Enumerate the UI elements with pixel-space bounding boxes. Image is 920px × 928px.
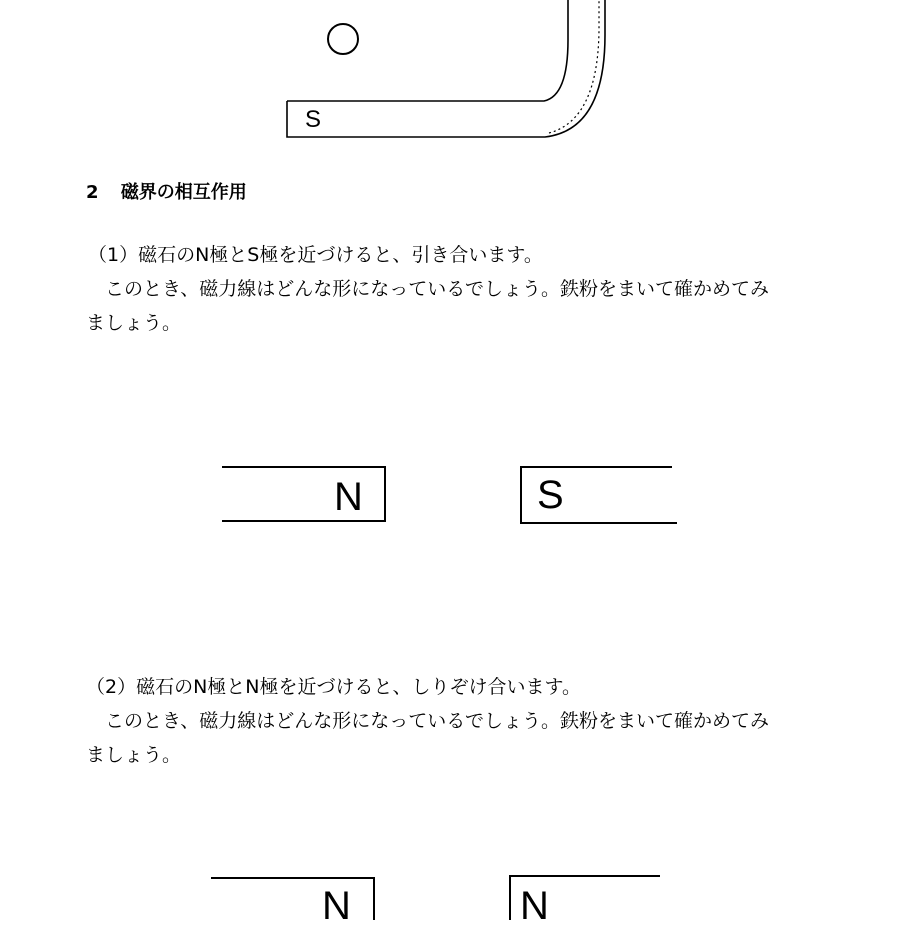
q2-line1: （2）磁石のN極とN極を近づけると、しりぞけ合います。 <box>86 676 581 698</box>
q1-line1: （1）磁石のN極とS極を近づけると、引き合います。 <box>88 244 543 266</box>
section-title: 磁界の相互作用 <box>120 182 247 203</box>
q2-right-magnet-label: N <box>520 884 549 928</box>
q1-line2: このとき、磁力線はどんな形になっているでしょう。鉄粉をまいて確かめてみ <box>86 278 770 300</box>
q2-line3: ましょう。 <box>86 744 182 766</box>
q2-line2: このとき、磁力線はどんな形になっているでしょう。鉄粉をまいて確かめてみ <box>86 710 770 732</box>
q2-left-magnet-label: N <box>322 884 351 928</box>
horseshoe-pole-label: S <box>305 106 322 133</box>
section-number: 2 <box>86 182 99 203</box>
q1-left-magnet-label: N <box>334 475 363 519</box>
q1-right-magnet-label: S <box>537 473 564 517</box>
q1-line3: ましょう。 <box>86 312 182 334</box>
